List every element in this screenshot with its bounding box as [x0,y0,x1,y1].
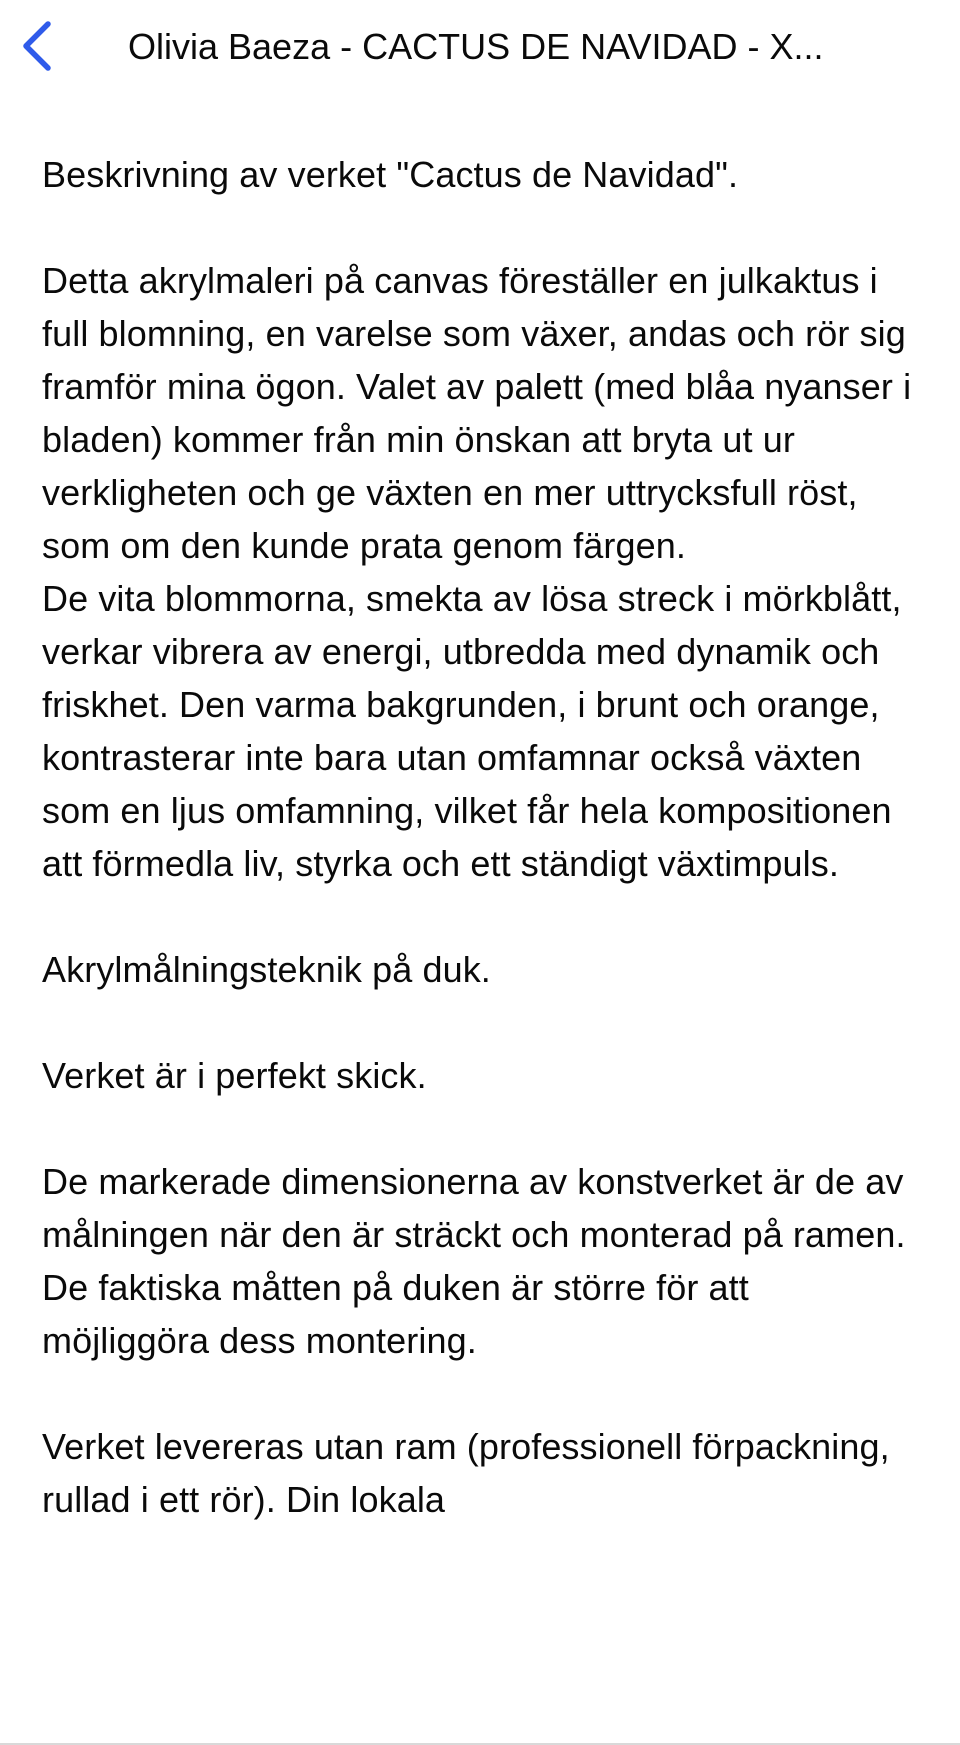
description-body [42,148,922,1526]
condition-text: Verket är i perfekt skick. [42,1055,427,1096]
description-heading: Beskrivning av verket "Cactus de Navidad". [42,154,739,195]
dimensions-text: De markerade dimensionerna av konstverket är de av målningen när den är sträckt och monterad på ramen. De faktiska måtten på duken är större för att möjliggöra dess montering. [42,1161,916,1361]
technique-text: Akrylmålningsteknik på duk. [42,949,491,990]
paragraph-gap [42,201,922,254]
description-paragraph-1: Detta akrylmaleri på canvas föreställer en julkaktus i full blomning, en varelse som växer, andas och rör sig framför mina ögon. Valet av palett (med blåa nyanser i bladen) kommer från min önskan att bryta ut ur verkligheten och ge växten en mer uttrycksfull röst, som om den kunde prata genom färgen. [42,260,922,566]
chevron-left-icon [20,20,54,72]
paragraph-gap [42,1367,922,1420]
top-navigation-bar [0,0,960,100]
paragraph-gap [42,996,922,1049]
back-button[interactable] [14,14,60,78]
description-paragraph-2: De vita blommorna, smekta av lösa streck i mörkblått, verkar vibrera av energi, utbredda med dynamik och friskhet. Den varma bakgrunden, i brunt och orange, kontrasterar inte bara utan omfamnar också växten som en ljus omfamning, vilket får hela kompositionen att förmedla liv, styrka och ett ständigt växtimpuls. [42,578,912,884]
paragraph-gap [42,890,922,943]
delivery-text: Verket levereras utan ram (professionell förpackning, rullad i ett rör). Din lokala [42,1426,900,1520]
page-title: Olivia Baeza - CACTUS DE NAVIDAD - X... [128,26,824,67]
paragraph-gap [42,1102,922,1155]
